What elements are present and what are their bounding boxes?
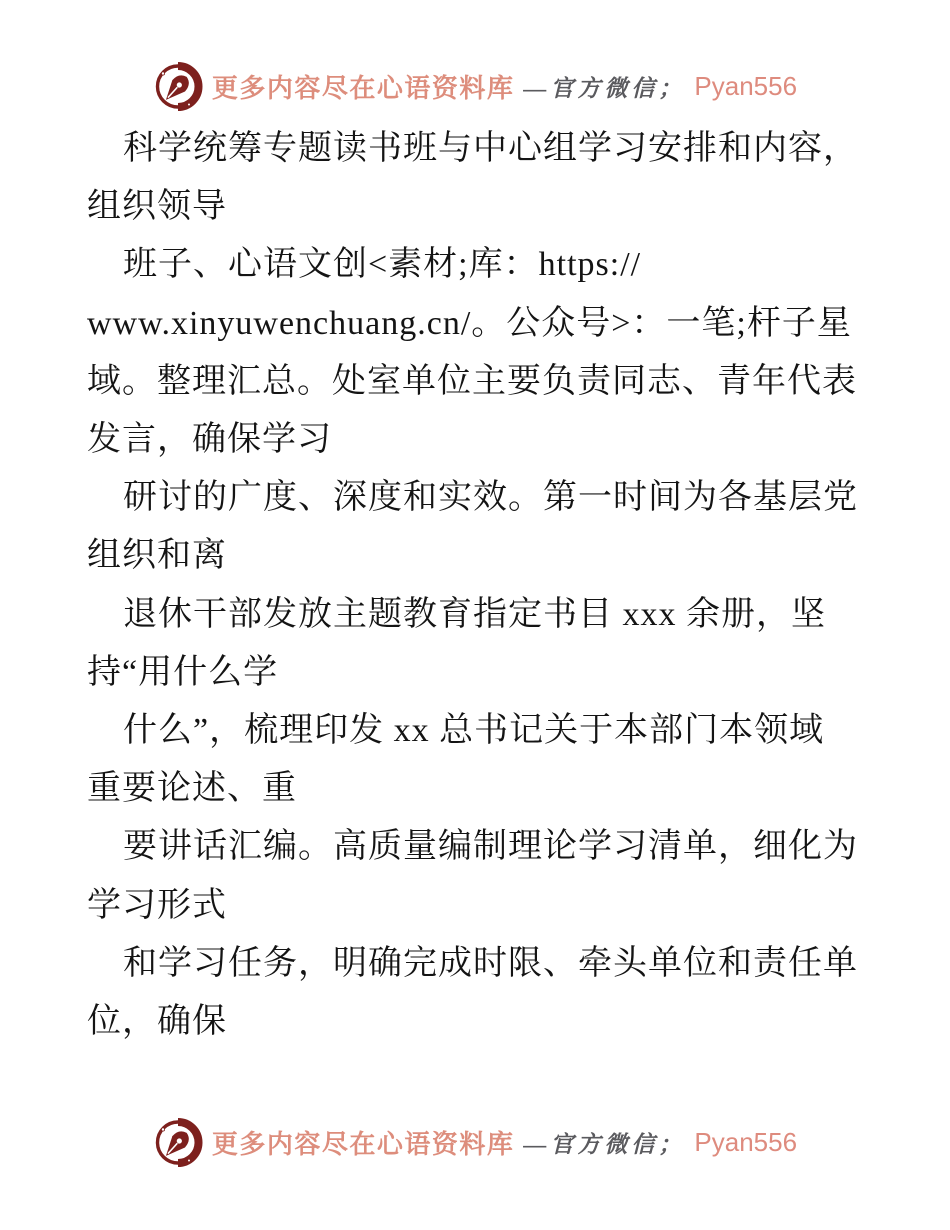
document-line: 位，确保 bbox=[87, 1003, 227, 1041]
watermark-wechat-label: —官方微信； bbox=[523, 76, 686, 101]
footer-watermark bbox=[0, 1116, 950, 1169]
watermark-brand-text: 更多内容尽在心语资料库 bbox=[211, 74, 515, 103]
document-line: www.xinyuwenchuang.cn/。公众号>：一笔;杆子星 bbox=[87, 304, 852, 342]
document-body bbox=[87, 120, 872, 1051]
document-line: 重要论述、重 bbox=[87, 770, 297, 808]
document-line: 和学习任务，明确完成时限、牵头单位和责任单 bbox=[123, 944, 858, 982]
pen-nib-logo-icon bbox=[153, 60, 203, 113]
document-line: 域。整理汇总。处室单位主要负责同志、青年代表 bbox=[87, 362, 857, 400]
document-line: 班子、心语文创<素材;库：https:// bbox=[123, 246, 642, 284]
header-watermark bbox=[0, 60, 950, 113]
watermark-brand-text: 更多内容尽在心语资料库 bbox=[211, 1130, 515, 1159]
watermark-wechat-label: —官方微信； bbox=[523, 1132, 686, 1157]
document-line: 学习形式 bbox=[87, 886, 227, 924]
document-line: 科学统筹专题读书班与中心组学习安排和内容， bbox=[123, 130, 858, 167]
document-line: 持“用什么学 bbox=[87, 653, 279, 691]
document-line: 组织领导 bbox=[87, 188, 227, 226]
watermark-wechat-id: Pyan556 bbox=[694, 71, 798, 101]
document-line: 要讲话汇编。高质量编制理论学习清单，细化为 bbox=[123, 828, 858, 866]
document-line: 发言，确保学习 bbox=[87, 421, 332, 459]
document-line: 什么”，梳理印发 xx 总书记关于本部门本领域 bbox=[123, 712, 825, 750]
pen-nib-logo-icon bbox=[153, 1116, 203, 1169]
document-line: 研讨的广度、深度和实效。第一时间为各基层党 bbox=[123, 479, 858, 517]
document-line: 组织和离 bbox=[87, 537, 227, 575]
watermark-wechat-id: Pyan556 bbox=[694, 1127, 798, 1157]
document-line: 退休干部发放主题教育指定书目 xxx 余册，坚 bbox=[123, 595, 826, 633]
